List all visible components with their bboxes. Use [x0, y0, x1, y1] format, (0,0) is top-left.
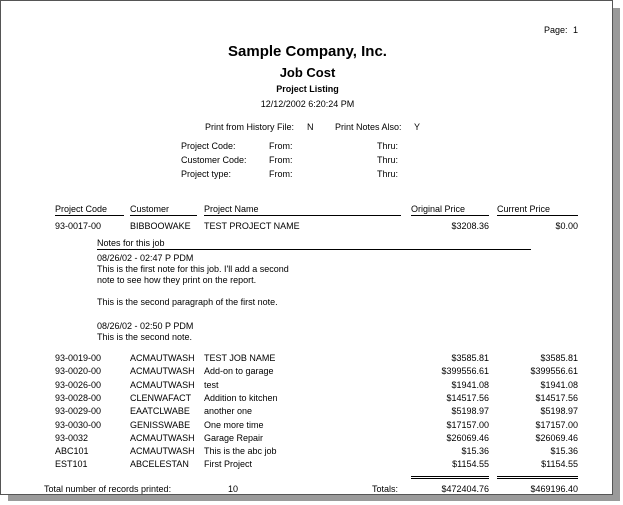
note-text: This is the second note.	[97, 332, 193, 342]
filter-thru-label: Thru:	[377, 141, 399, 151]
project-name-cell: One more time	[204, 420, 264, 430]
project-code-cell: EST101	[55, 459, 88, 469]
current-price-cell: $5198.97	[540, 406, 578, 416]
project-code-cell: 93-0030-00	[55, 420, 102, 430]
original-price-cell: $1941.08	[451, 380, 489, 390]
current-price-cell: $1154.55	[541, 459, 578, 469]
customer-cell: ABCELESTAN	[130, 459, 189, 469]
history-option-value: N	[307, 122, 314, 132]
totals-rule	[497, 478, 578, 479]
col-header-original-price: Original Price	[411, 204, 466, 214]
current-price-cell: $1941.08	[540, 380, 578, 390]
customer-cell: EAATCLWABE	[130, 406, 190, 416]
totals-rule	[497, 476, 578, 477]
current-price-cell: $26069.46	[535, 433, 578, 443]
filter-from-label: From:	[269, 169, 293, 179]
record-count-label: Total number of records printed:	[44, 484, 172, 494]
original-price-cell: $3585.81	[451, 353, 489, 363]
report-datetime: 12/12/2002 6:20:24 PM	[260, 99, 355, 109]
note-header: 08/26/02 - 02:50 P PDM	[97, 321, 194, 331]
original-price-cell: $3208.36	[451, 221, 489, 231]
filter-label: Customer Code:	[181, 155, 247, 165]
page-number: 1	[573, 25, 579, 35]
original-price-cell: $1154.55	[452, 459, 489, 469]
filter-label: Project Code:	[181, 141, 236, 151]
original-price-cell: $15.36	[461, 446, 489, 456]
current-price-cell: $3585.81	[540, 353, 578, 363]
customer-cell: GENISSWABE	[130, 420, 191, 430]
original-price-cell: $17157.00	[446, 420, 489, 430]
col-header-project-name: Project Name	[204, 204, 259, 214]
project-name-cell: another one	[204, 406, 253, 416]
current-price-cell: $399556.61	[530, 366, 578, 376]
project-name-cell: Addition to kitchen	[204, 393, 278, 403]
project-code-cell: 93-0019-00	[55, 353, 102, 363]
current-price-cell: $15.36	[550, 446, 578, 456]
page-shadow-bottom	[8, 495, 620, 501]
original-price-cell: $26069.46	[446, 433, 489, 443]
project-name-cell: This is the abc job	[204, 446, 277, 456]
project-name-cell: TEST JOB NAME	[204, 353, 276, 363]
totals-label: Totals:	[372, 484, 399, 494]
original-price-cell: $5198.97	[451, 406, 489, 416]
customer-cell: ACMAUTWASH	[130, 446, 195, 456]
page-shadow-right	[613, 8, 620, 500]
note-text: This is the second paragraph of the first note.	[97, 297, 278, 307]
filter-from-label: From:	[269, 155, 293, 165]
filter-thru-label: Thru:	[377, 155, 399, 165]
project-code-cell: ABC101	[55, 446, 89, 456]
total-original-price: $472404.76	[441, 484, 489, 494]
original-price-cell: $14517.56	[446, 393, 489, 403]
current-price-cell: $14517.56	[535, 393, 578, 403]
filter-thru-label: Thru:	[377, 169, 399, 179]
notes-option-label: Print Notes Also:	[335, 122, 402, 132]
notes-option-value: Y	[414, 122, 421, 132]
customer-cell: ACMAUTWASH	[130, 353, 195, 363]
project-code-cell: 93-0020-00	[55, 366, 102, 376]
project-name-cell: test	[204, 380, 219, 390]
filter-from-label: From:	[269, 141, 293, 151]
col-header-underline	[411, 215, 489, 216]
customer-cell: ACMAUTWASH	[130, 433, 195, 443]
current-price-cell: $0.00	[555, 221, 578, 231]
project-name-cell: Add-on to garage	[204, 366, 274, 376]
project-name-cell: TEST PROJECT NAME	[204, 221, 300, 231]
note-header: 08/26/02 - 02:47 P PDM	[97, 253, 194, 263]
project-code-cell: 93-0028-00	[55, 393, 102, 403]
project-code-cell: 93-0032	[55, 433, 89, 443]
report-subtitle: Project Listing	[276, 84, 339, 94]
col-header-underline	[497, 215, 578, 216]
notes-heading: Notes for this job	[97, 238, 165, 248]
col-header-underline	[204, 215, 401, 216]
project-code-cell: 93-0026-00	[55, 380, 102, 390]
col-header-current-price: Current Price	[497, 204, 551, 214]
note-text: note to see how they print on the report.	[97, 275, 257, 285]
record-count-value: 10	[228, 484, 239, 494]
notes-underline	[97, 249, 531, 250]
project-code-cell: 93-0017-00	[55, 221, 102, 231]
original-price-cell: $399556.61	[441, 366, 489, 376]
col-header-underline	[130, 215, 197, 216]
totals-rule	[411, 476, 489, 477]
col-header-customer: Customer	[130, 204, 170, 214]
customer-cell: ACMAUTWASH	[130, 380, 195, 390]
customer-cell: BIBBOOWAKE	[130, 221, 191, 231]
project-name-cell: Garage Repair	[204, 433, 264, 443]
project-name-cell: First Project	[204, 459, 253, 469]
report-title: Job Cost	[279, 65, 336, 80]
col-header-underline	[55, 215, 124, 216]
current-price-cell: $17157.00	[535, 420, 578, 430]
page-label: Page:	[544, 25, 568, 35]
filter-label: Project type:	[181, 169, 232, 179]
project-code-cell: 93-0029-00	[55, 406, 102, 416]
customer-cell: CLENWAFACT	[130, 393, 192, 403]
total-current-price: $469196.40	[530, 484, 578, 494]
note-text: This is the first note for this job. I'll add a second	[97, 264, 289, 274]
company-name: Sample Company, Inc.	[228, 43, 387, 60]
totals-rule	[411, 478, 489, 479]
history-option-label: Print from History File:	[205, 122, 295, 132]
customer-cell: ACMAUTWASH	[130, 366, 195, 376]
col-header-project-code: Project Code	[55, 204, 108, 214]
